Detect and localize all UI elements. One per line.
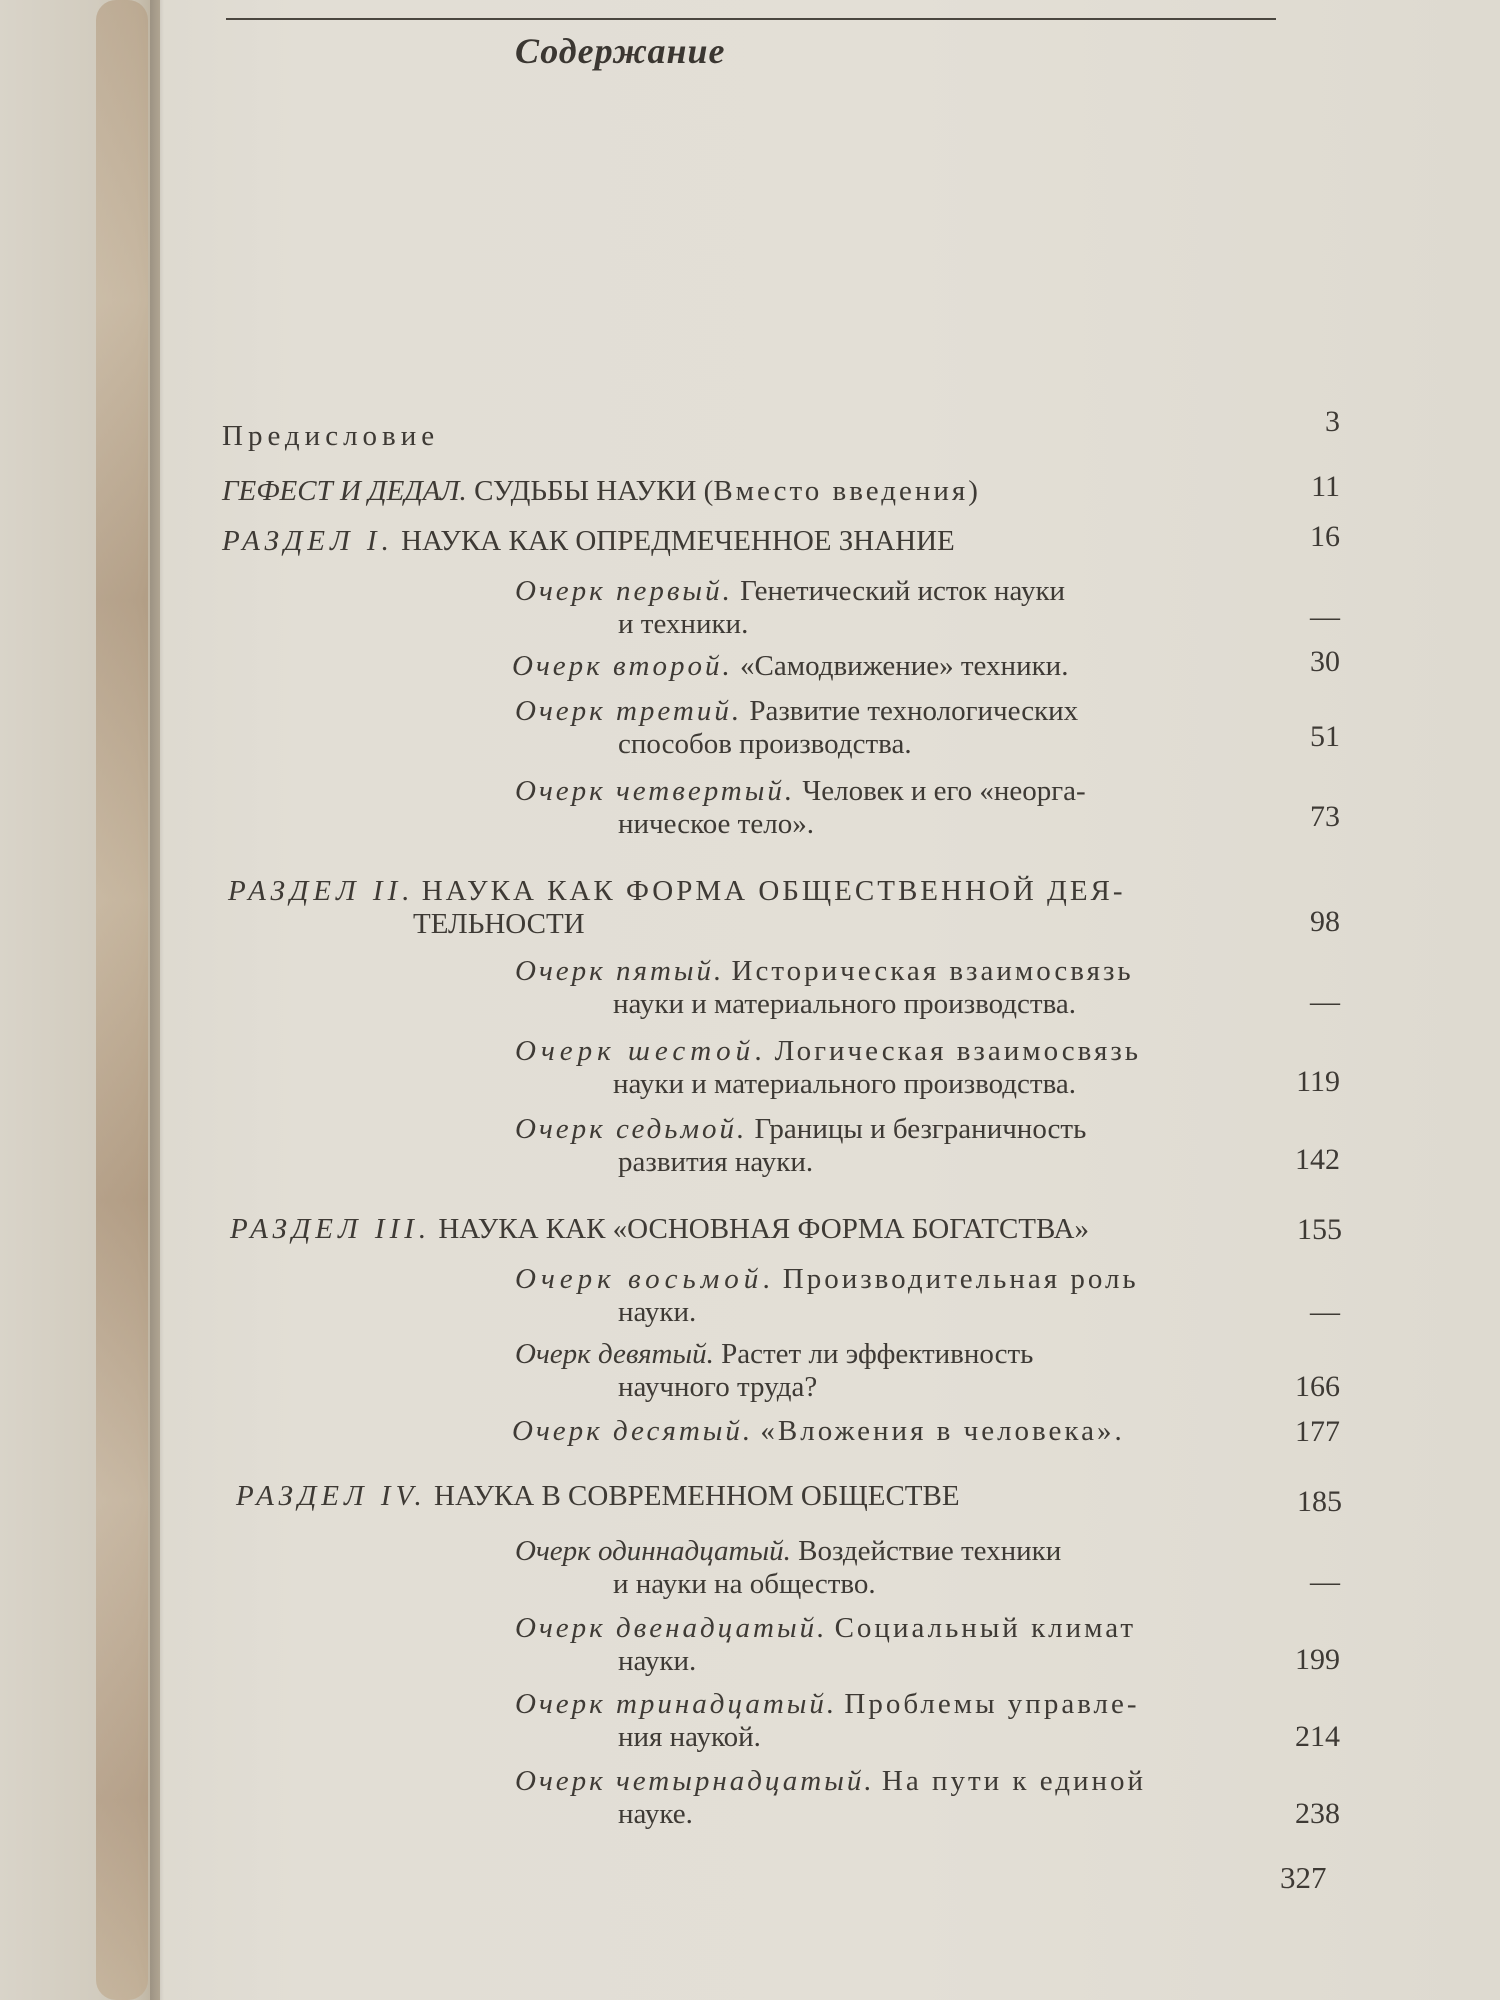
essay-title-line2: способов производства.	[618, 728, 912, 760]
page-number: 119	[1296, 1065, 1340, 1098]
essay-label: Очерк первый.	[515, 575, 733, 607]
entry-title: Предисловие	[222, 420, 440, 452]
page-number: 11	[1311, 470, 1340, 503]
toc-essay-10	[512, 1415, 1125, 1448]
water-stain	[96, 0, 148, 2000]
section-label: РАЗДЕЛ IV.	[236, 1480, 427, 1512]
section-title-line2: ТЕЛЬНОСТИ	[413, 908, 585, 940]
page-number: —	[1310, 985, 1340, 1018]
toc-essay-8	[515, 1263, 1139, 1329]
toc-essay-2	[512, 650, 1068, 683]
essay-label: Очерк четвертый.	[515, 775, 796, 807]
essay-title-line1: «Самодвижение» техники.	[740, 650, 1069, 682]
essay-title-line1: Историческая взаимосвязь	[731, 955, 1134, 987]
toc-essay-11	[515, 1535, 1061, 1601]
essay-label: Очерк девятый.	[515, 1338, 714, 1370]
section-title-line1: НАУКА КАК ФОРМА ОБЩЕСТВЕННОЙ ДЕЯ-	[421, 875, 1126, 907]
entry-title: СУДЬБЫ НАУКИ (	[474, 475, 714, 507]
toc-section-1	[222, 525, 955, 558]
essay-title-line2: ническое тело».	[618, 808, 814, 840]
essay-title-line2: науки.	[618, 1645, 697, 1677]
entry-subtitle: Вместо введения	[713, 475, 969, 507]
page-number: —	[1310, 1565, 1340, 1598]
toc-section-3	[230, 1213, 1089, 1246]
toc-essay-1	[515, 575, 1147, 641]
essay-label: Очерк одиннадцатый.	[515, 1535, 791, 1567]
page-number: 51	[1310, 720, 1340, 753]
toc-essay-7	[515, 1113, 1086, 1179]
page-number: 3	[1325, 405, 1340, 438]
page-number: —	[1310, 1295, 1340, 1328]
page-number: 177	[1295, 1415, 1340, 1448]
toc-essay-12	[515, 1612, 1136, 1678]
essay-label: Очерк тринадцатый.	[515, 1688, 838, 1720]
section-title: НАУКА КАК «ОСНОВНАЯ ФОРМА БОГАТСТВА»	[438, 1213, 1089, 1245]
essay-title-line2: развития науки.	[618, 1146, 814, 1178]
essay-label: Очерк четырнадцатый.	[515, 1765, 875, 1797]
essay-title-line2: науки.	[618, 1296, 697, 1328]
top-rule	[226, 18, 1276, 20]
essay-title-line2: и науки на общество.	[613, 1568, 876, 1600]
essay-label: Очерк третий.	[515, 695, 743, 727]
entry-label: ГЕФЕСТ И ДЕДАЛ.	[222, 475, 467, 507]
essay-title-line1: Производительная роль	[782, 1263, 1139, 1295]
entry-close: )	[968, 475, 978, 507]
essay-label: Очерк десятый.	[512, 1415, 754, 1447]
essay-title-line1: Генетический исток науки	[740, 575, 1066, 607]
essay-title-line1: Логическая взаимосвязь	[774, 1035, 1142, 1067]
essay-label: Очерк двенадцатый.	[515, 1612, 828, 1644]
section-label: РАЗДЕЛ III.	[230, 1213, 432, 1245]
essay-title-line2: и техники.	[618, 608, 749, 640]
essay-title-line1: Проблемы управле-	[844, 1688, 1140, 1720]
section-label: РАЗДЕЛ II.	[228, 875, 415, 907]
toc-essay-5	[515, 955, 1134, 1021]
section-label: РАЗДЕЛ I.	[222, 525, 394, 557]
essay-title-line2: науке.	[618, 1798, 693, 1830]
toc-entry-preface	[222, 420, 439, 453]
page-number: 238	[1295, 1797, 1340, 1830]
folio-page-number: 327	[1280, 1860, 1327, 1895]
toc-essay-6	[515, 1035, 1141, 1101]
page-number: 142	[1295, 1143, 1340, 1176]
essay-label: Очерк второй.	[512, 650, 733, 682]
essay-title-line1: Границы и безграничность	[754, 1113, 1087, 1145]
essay-title-line1: Растет ли эффективность	[721, 1338, 1034, 1370]
toc-section-4	[236, 1480, 960, 1513]
page-number: —	[1310, 600, 1340, 633]
toc-essay-9	[515, 1338, 1033, 1404]
essay-title-line1: Воздействие техники	[798, 1535, 1062, 1567]
toc-essay-13	[515, 1688, 1140, 1754]
essay-title-line2: ния наукой.	[618, 1721, 761, 1753]
essay-title-line1: «Вложения в человека».	[760, 1415, 1125, 1447]
toc-essay-3	[515, 695, 1078, 761]
essay-title-line1: Развитие технологических	[749, 695, 1079, 727]
essay-title-line1: Социальный климат	[834, 1612, 1137, 1644]
toc-heading: Содержание	[515, 31, 726, 71]
page-number: 214	[1295, 1720, 1340, 1753]
essay-label: Очерк седьмой.	[515, 1113, 748, 1145]
page-number: 30	[1310, 645, 1340, 678]
page-number: 73	[1310, 800, 1340, 833]
essay-title-line1: На пути к единой	[881, 1765, 1147, 1797]
essay-title-line2: научного труда?	[618, 1371, 818, 1403]
essay-title-line2: науки и материального производства.	[613, 988, 1077, 1020]
toc-essay-4	[515, 775, 1086, 841]
page-number: 155	[1297, 1213, 1342, 1246]
page-number: 185	[1297, 1485, 1342, 1518]
essay-label: Очерк восьмой.	[515, 1263, 776, 1295]
essay-title-line2: науки и материального производства.	[613, 1068, 1077, 1100]
page-number: 16	[1310, 520, 1340, 553]
section-title: НАУКА В СОВРЕМЕННОМ ОБЩЕСТВЕ	[434, 1480, 960, 1512]
section-title: НАУКА КАК ОПРЕДМЕЧЕННОЕ ЗНАНИЕ	[401, 525, 955, 557]
essay-label: Очерк пятый.	[515, 955, 725, 987]
page-number: 166	[1295, 1370, 1340, 1403]
toc-section-2	[228, 875, 1126, 941]
page-number: 199	[1295, 1643, 1340, 1676]
spine-shadow	[150, 0, 164, 2000]
essay-title-line1: Человек и его «неорга-	[802, 775, 1086, 807]
toc-entry-introduction	[222, 475, 978, 508]
toc-essay-14	[515, 1765, 1146, 1831]
page-number: 98	[1310, 905, 1340, 938]
essay-label: Очерк шестой.	[515, 1035, 768, 1067]
